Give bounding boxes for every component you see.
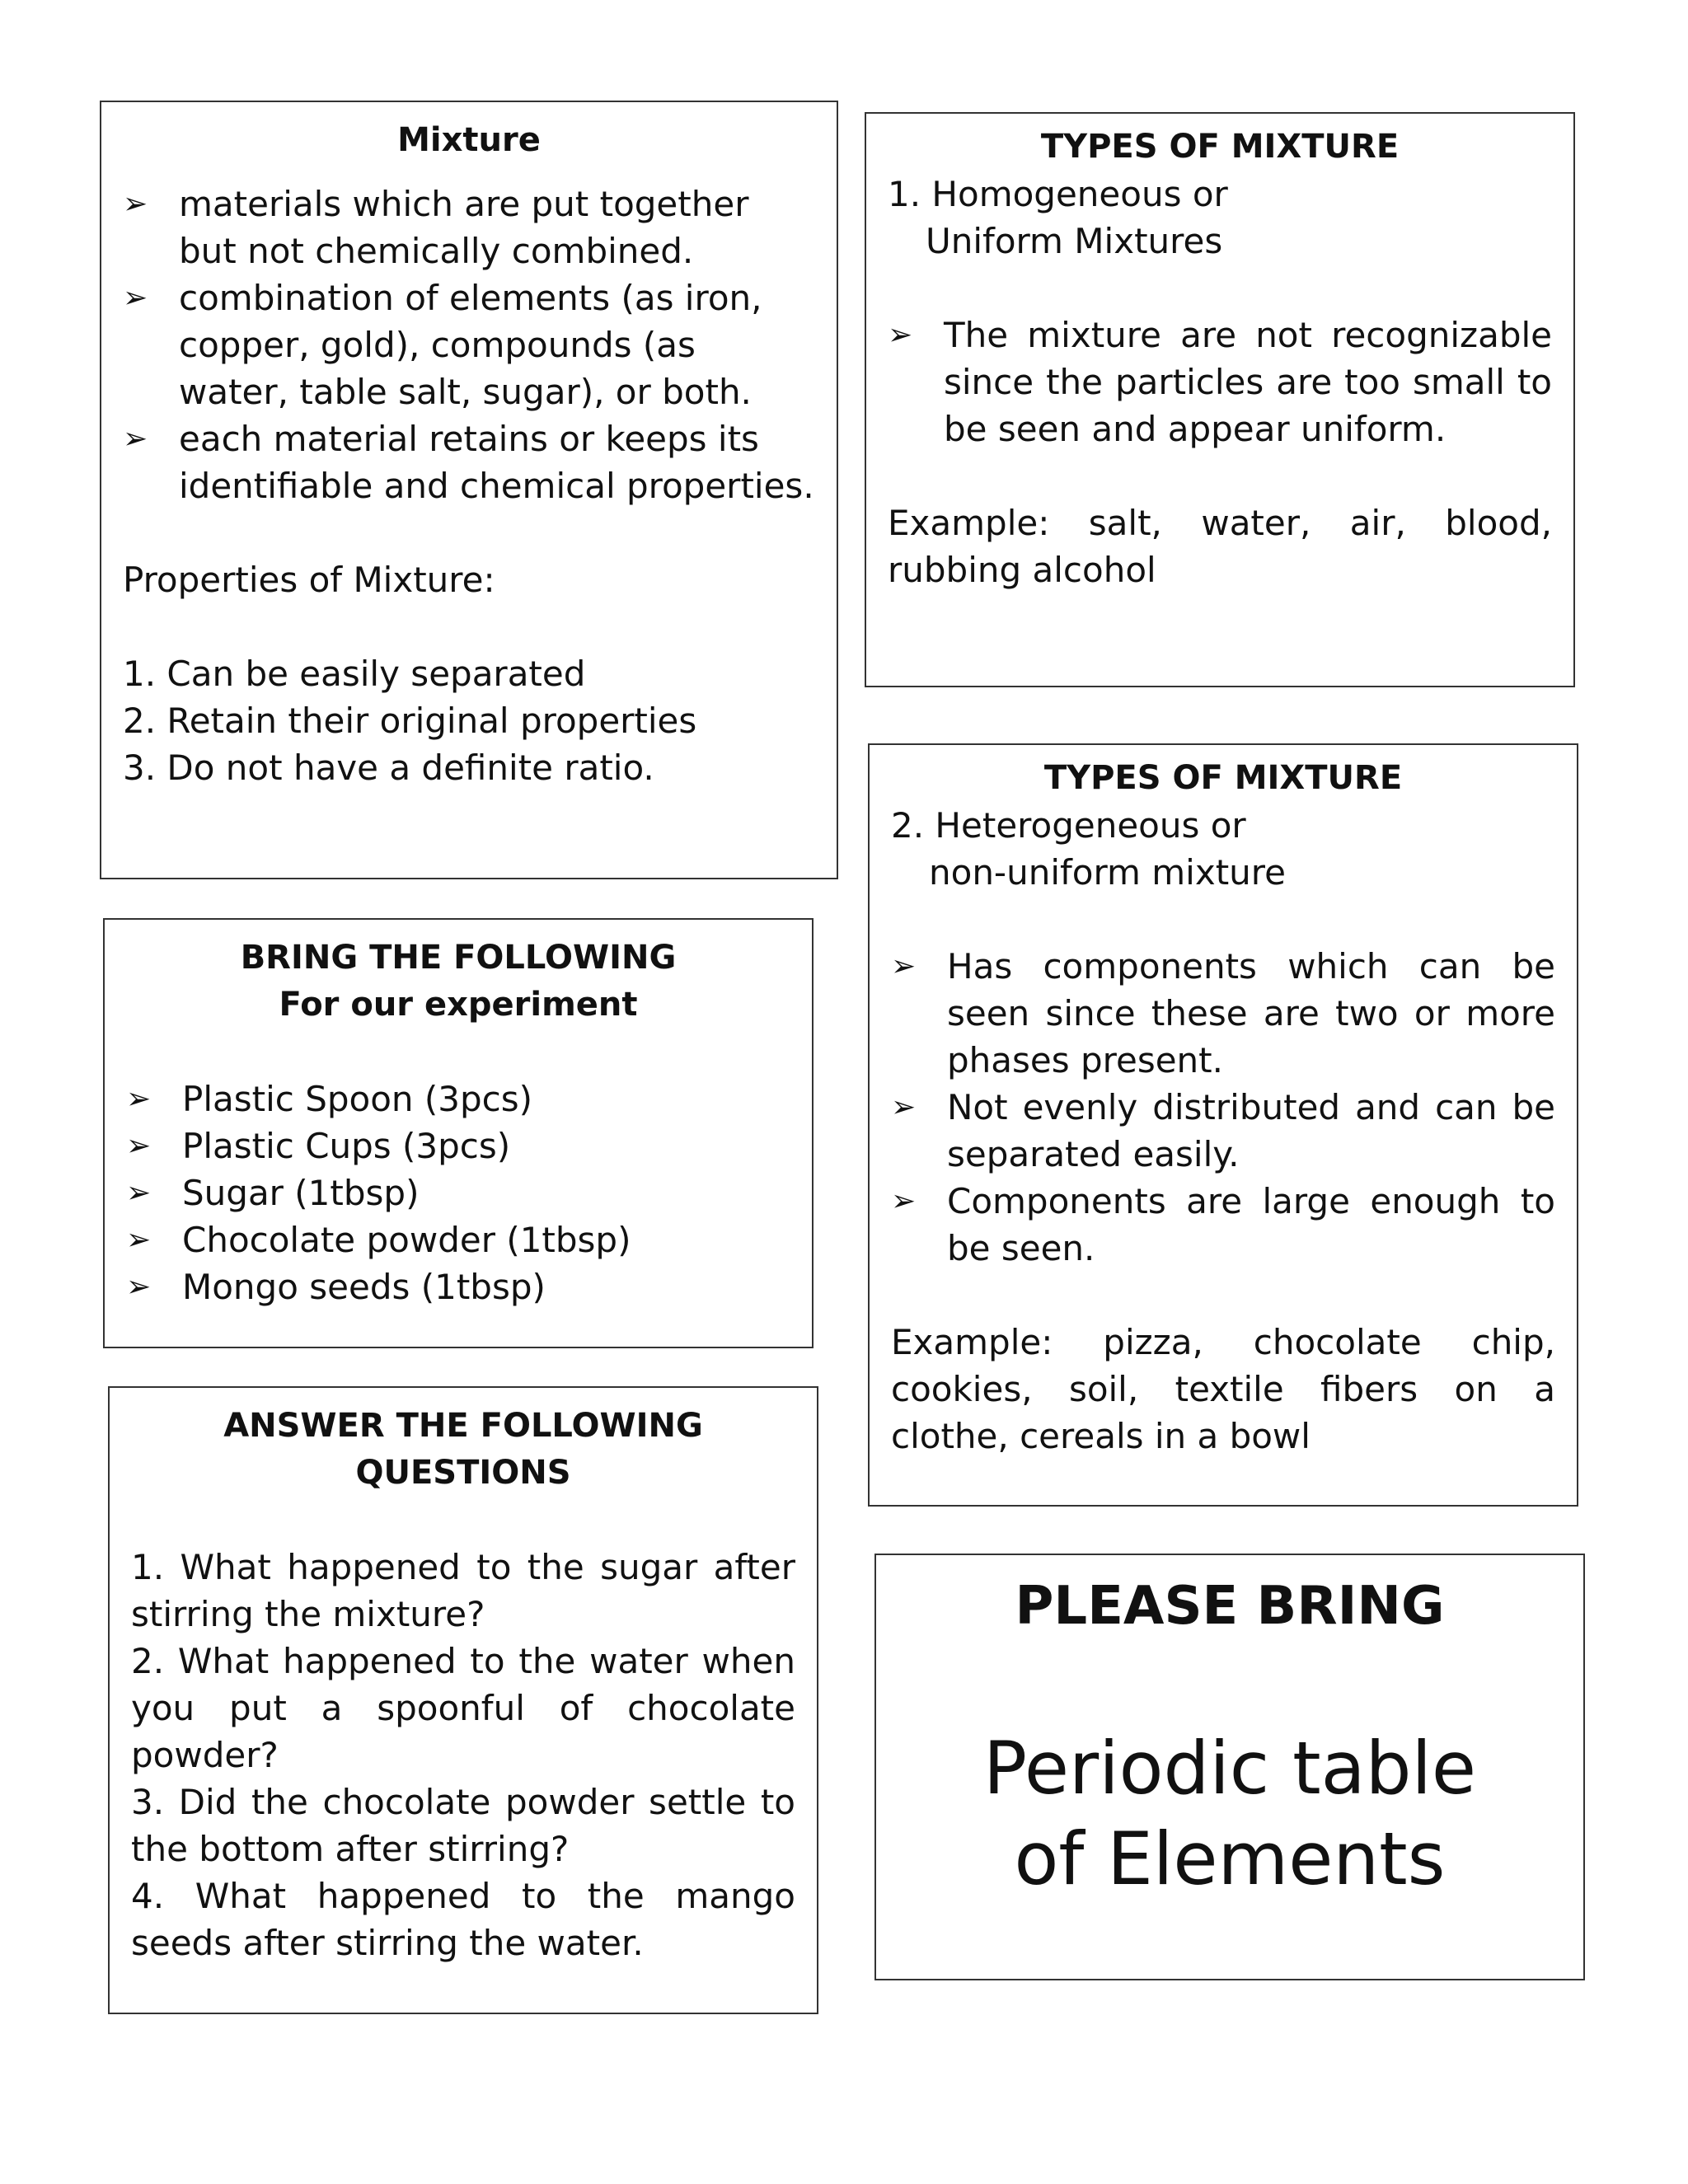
bring-following-title: BRING THE FOLLOWING [240, 939, 677, 977]
list-item-text: Plastic Spoon (3pcs) [182, 1079, 533, 1119]
please-bring-title: PLEASE BRING [1015, 1576, 1445, 1637]
list-item-text: materials which are put together but not chemically combined. [179, 184, 749, 271]
list-item-text: combination of elements (as iron, copper, gold), compounds (as water, table salt, sugar), or both. [179, 278, 762, 412]
homogeneous-heading-sub: Uniform Mixtures [926, 221, 1223, 261]
questions-card [108, 1386, 818, 2014]
list-item-text: Components are large enough to be seen. [947, 1181, 1555, 1268]
arrowhead-bullet-icon: ➢ [891, 949, 917, 983]
question-item: 3. Did the chocolate powder settle to the bottom after stirring? [131, 1782, 795, 1869]
please-bring-card [874, 1554, 1585, 1980]
homogeneous-heading: 1. Homogeneous or [888, 174, 1228, 214]
list-item-text: The mixture are not recognizable since the particles are too small to be seen and appear uniform. [944, 315, 1552, 449]
list-item [888, 312, 1552, 452]
question-item: 2. What happened to the water when you put a spoonful of chocolate powder? [131, 1641, 795, 1775]
mixture-title: Mixture [397, 121, 541, 159]
arrowhead-bullet-icon: ➢ [888, 318, 913, 352]
homogeneous-title: TYPES OF MIXTURE [1040, 128, 1400, 166]
arrowhead-bullet-icon: ➢ [123, 281, 148, 315]
list-item [126, 1169, 790, 1216]
list-item [123, 274, 815, 415]
bring-following-card [103, 918, 814, 1348]
list-item-text: Plastic Cups (3pcs) [182, 1126, 511, 1166]
heterogeneous-heading: 2. Heterogeneous or [891, 805, 1246, 846]
mixture-card [100, 101, 838, 879]
list-item [126, 1263, 790, 1310]
heterogeneous-card [868, 743, 1578, 1507]
arrowhead-bullet-icon: ➢ [126, 1129, 152, 1163]
arrowhead-bullet-icon: ➢ [123, 187, 148, 221]
list-item-text: each material retains or keeps its identifiable and chemical properties. [179, 419, 814, 506]
please-bring-item-line1: Periodic table [982, 1726, 1477, 1811]
list-item [126, 1216, 790, 1263]
please-bring-item-line2: of Elements [1014, 1816, 1446, 1901]
bring-following-subtitle: For our experiment [279, 986, 638, 1024]
heterogeneous-example: Example: pizza, chocolate chip, cookies, soil, textile fibers on a clothe, cereals in a bowl [891, 1322, 1555, 1456]
list-item-text: Has components which can be seen since these are two or more phases present. [947, 946, 1555, 1080]
property-item: 2. Retain their original properties [123, 701, 697, 741]
list-item-text: Mongo seeds (1tbsp) [182, 1267, 546, 1307]
arrowhead-bullet-icon: ➢ [126, 1270, 152, 1304]
questions-subtitle: QUESTIONS [355, 1454, 571, 1492]
list-item [123, 180, 815, 274]
homogeneous-card [865, 112, 1575, 687]
heterogeneous-heading-sub: non-uniform mixture [929, 852, 1286, 893]
list-item [891, 1178, 1555, 1272]
list-item-text: Sugar (1tbsp) [182, 1173, 420, 1213]
heterogeneous-title: TYPES OF MIXTURE [1043, 759, 1403, 797]
list-item [891, 1084, 1555, 1178]
list-item [123, 415, 815, 509]
question-item: 4. What happened to the mango seeds after stirring the water. [131, 1876, 795, 1963]
homogeneous-example: Example: salt, water, air, blood, rubbing alcohol [888, 503, 1552, 590]
question-item: 1. What happened to the sugar after stirring the mixture? [131, 1547, 795, 1634]
arrowhead-bullet-icon: ➢ [123, 422, 148, 456]
property-item: 1. Can be easily separated [123, 654, 586, 694]
arrowhead-bullet-icon: ➢ [891, 1090, 917, 1124]
arrowhead-bullet-icon: ➢ [891, 1184, 917, 1218]
list-item-text: Not evenly distributed and can be separated easily. [947, 1087, 1555, 1174]
list-item [126, 1122, 790, 1169]
arrowhead-bullet-icon: ➢ [126, 1176, 152, 1210]
arrowhead-bullet-icon: ➢ [126, 1082, 152, 1116]
list-item [126, 1076, 790, 1122]
property-item: 3. Do not have a definite ratio. [123, 748, 654, 788]
properties-heading: Properties of Mixture: [123, 560, 495, 600]
arrowhead-bullet-icon: ➢ [126, 1223, 152, 1257]
list-item [891, 943, 1555, 1084]
list-item-text: Chocolate powder (1tbsp) [182, 1220, 631, 1260]
questions-title: ANSWER THE FOLLOWING [223, 1407, 703, 1445]
